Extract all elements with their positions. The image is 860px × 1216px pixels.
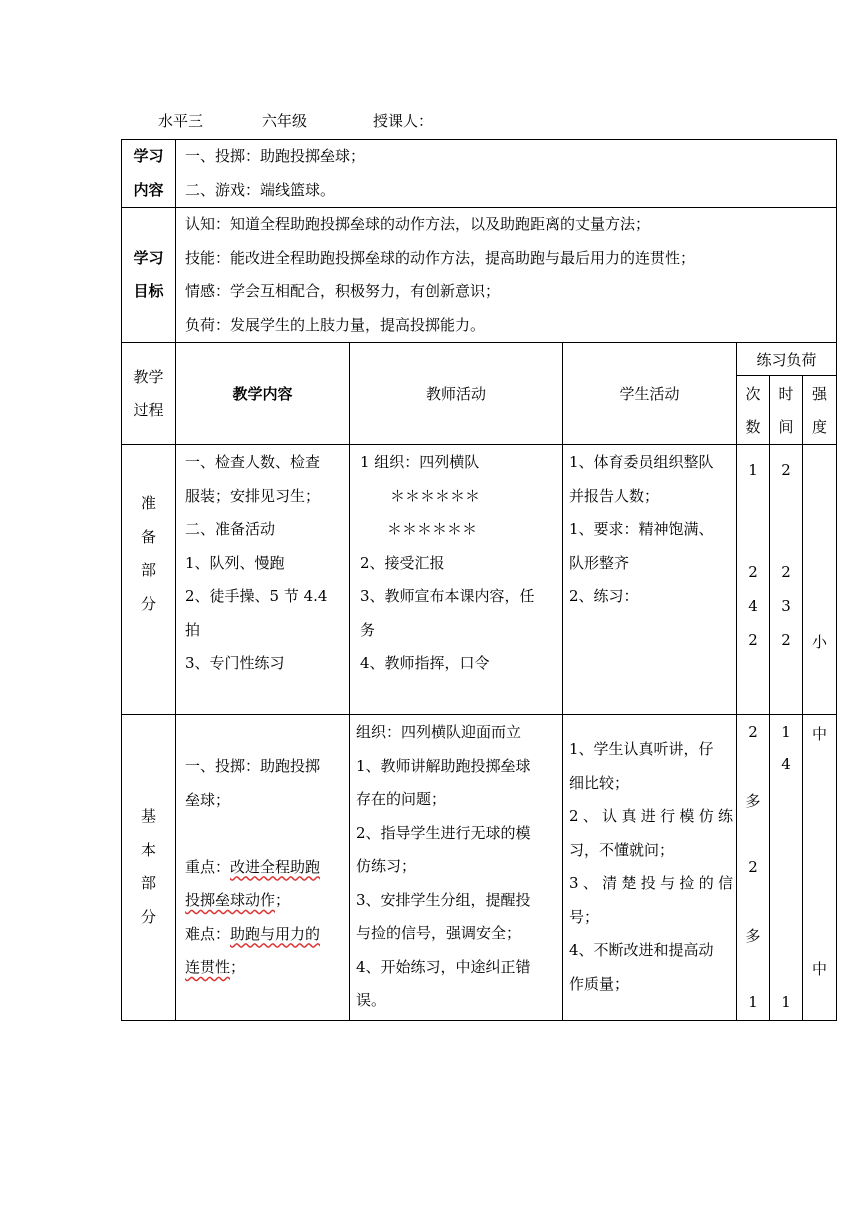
goals-row xyxy=(122,208,837,343)
content-cell xyxy=(176,140,837,208)
time-header: 时 间 xyxy=(770,376,803,445)
content-label-cell: 学习 内容 xyxy=(122,140,176,208)
prep-intensity: 小 xyxy=(803,445,837,715)
goal-line: 认知：知道全程助跑投掷垒球的动作方法，以及助跑距离的丈量方法； xyxy=(185,215,651,233)
prep-teacher: 1 组织：四列横队 ＊＊＊＊＊＊ ＊＊＊＊＊＊ 2、接受汇报 3、教师宣布本课内容，任 务 4、教师指挥，口令 xyxy=(350,445,563,715)
prep-label: 准 备 部 分 xyxy=(122,445,176,715)
goal-line: 负荷：发展学生的上肢力量，提高投掷能力。 xyxy=(185,315,486,334)
basic-intensity: 中 中 xyxy=(803,715,837,1021)
basic-row xyxy=(122,715,837,1021)
intensity-header: 强 度 xyxy=(803,376,837,445)
teacher-label: 授课人： xyxy=(373,112,434,130)
goals-cell xyxy=(176,208,837,343)
level-label: 水平三 xyxy=(158,112,204,130)
content-line: 一、投掷：助跑投掷垒球； xyxy=(185,147,366,165)
prep-content: 一、检查人数、检查 服装；安排见习生； 二、准备活动 1、队列、慢跑 2、徒手操、5 节 4.4 拍 3、专门性练习 xyxy=(176,445,350,715)
lesson-plan-table xyxy=(121,139,837,1021)
content-line: 二、游戏：端线篮球。 xyxy=(185,180,336,199)
formation-stars: ＊＊＊＊＊＊ xyxy=(390,486,481,505)
teacher-activity-header: 教师活动 xyxy=(350,343,563,445)
content-row xyxy=(122,140,837,208)
basic-label: 基 本 部 分 xyxy=(122,715,176,1021)
basic-content: 一、投掷：助跑投掷 垒球； 重点：改进全程助跑 投掷垒球动作； 难点：助跑与用力的 连贯性； xyxy=(176,715,350,1021)
formation-stars: ＊＊＊＊＊＊ xyxy=(387,520,478,538)
prep-time: 2 2 3 2 xyxy=(770,445,803,715)
process-header: 教学 过程 xyxy=(122,343,176,445)
count-header: 次 数 xyxy=(737,376,770,445)
load-header: 练习负荷 xyxy=(737,343,837,376)
lesson-header xyxy=(0,110,860,136)
basic-count: 2 多 2 多 1 xyxy=(737,715,770,1021)
student-activity-header: 学生活动 xyxy=(563,343,737,445)
prep-row xyxy=(122,445,837,715)
basic-student: 1、学生认真听讲，仔 细比较； 2、认真进行模仿练 习，不懂就问； 3、清楚投与捡的信 号； 4、不断改进和提高动 作质量； xyxy=(563,715,737,1021)
goals-label-cell: 学习 目标 xyxy=(122,208,176,343)
basic-time: 1 4 1 xyxy=(770,715,803,1021)
prep-count: 1 2 4 2 xyxy=(737,445,770,715)
goal-line: 技能：能改进全程助跑投掷垒球的动作方法，提高助跑与最后用力的连贯性； xyxy=(185,248,696,267)
prep-student: 1、体育委员组织整队 并报告人数； 1、要求：精神饱满、 队形整齐 2、练习： xyxy=(563,445,737,715)
goal-line: 情感：学会互相配合，积极努力，有创新意识； xyxy=(185,282,501,300)
teaching-content-header: 教学内容 xyxy=(176,343,350,445)
column-header-row xyxy=(122,343,837,376)
basic-teacher: 组织：四列横队迎面而立 1、教师讲解助跑投掷垒球 存在的问题； 2、指导学生进行无球的模 仿练习； 3、安排学生分组，提醒投 与捡的信号，强调安全； 4、开始练习，中途纠正错 误。 xyxy=(350,715,563,1021)
grade-label: 六年级 xyxy=(262,112,308,130)
